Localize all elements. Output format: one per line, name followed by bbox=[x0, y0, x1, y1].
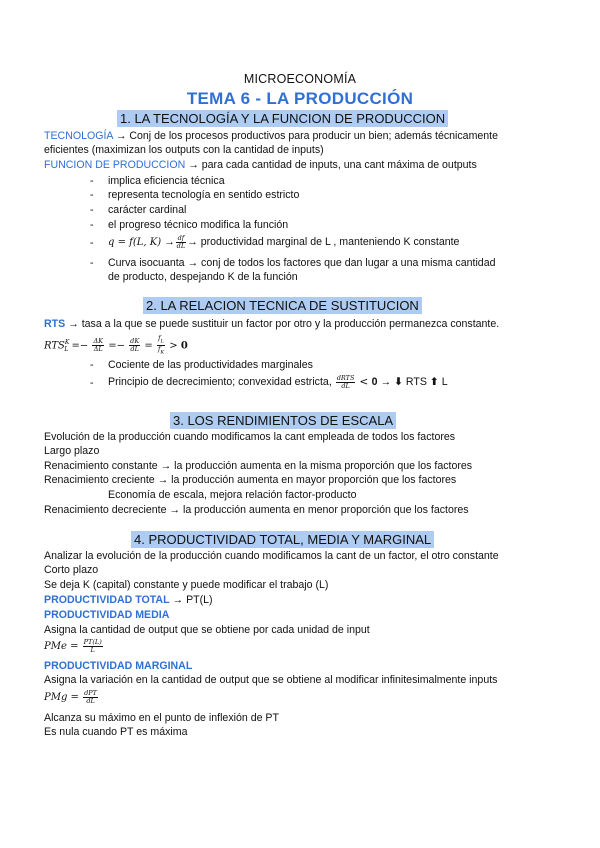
bullet-dash: - bbox=[90, 257, 94, 269]
productividad-total bbox=[44, 593, 213, 607]
tecnologia-definition bbox=[44, 129, 498, 143]
s4-line-3: Se deja K (capital) constante y puede modificar el trabajo (L) bbox=[44, 579, 329, 591]
list-item: representa tecnología en sentido estricto bbox=[108, 189, 300, 201]
bullet-dash: - bbox=[90, 204, 94, 216]
arrow-up-icon: ⬆ bbox=[429, 376, 439, 388]
marginal-productivity-text: productividad marginal de L , manteniendo K constante bbox=[200, 236, 460, 248]
arrow-down-icon: ⬇ bbox=[394, 376, 403, 388]
s3-line-5: Economía de escala, mejora relación factor-producto bbox=[108, 489, 357, 501]
rts-def: tasa a la que se puede sustituir un factor por otro y la producción permanezca constante. bbox=[81, 318, 500, 330]
productividad-media-term: PRODUCTIVIDAD MEDIA bbox=[44, 609, 170, 621]
isocuanta-text-1: Curva isocuanta → conj de todos los factores que dan lugar a una misma cantidad bbox=[108, 257, 496, 269]
s3-line-1: Evolución de la producción cuando modificamos la cant empleada de todos los factores bbox=[44, 431, 456, 443]
list-item: implica eficiencia técnica bbox=[108, 175, 225, 187]
arrow-icon: → bbox=[172, 594, 184, 606]
tecnologia-def-1: Conj de los procesos productivos para producir un bien; además técnicamente bbox=[129, 130, 499, 142]
productividad-marginal-term: PRODUCTIVIDAD MARGINAL bbox=[44, 660, 193, 672]
subject-title: MICROECONOMÍA bbox=[243, 72, 357, 86]
productividad-media-def: Asigna la cantidad de output que se obtiene por cada unidad de input bbox=[44, 624, 370, 636]
decreasing-principle: Principio de decrecimiento; convexidad estricta, $\frac{\text{dRTS}}{dL}$ < 0 → ⬇ RTS ⬆ L bbox=[108, 373, 448, 390]
arrow-icon: → bbox=[68, 318, 79, 330]
funcion-produccion-def: para cada cantidad de inputs, una cant máxima de outputs bbox=[201, 159, 477, 171]
rts-label: RTS bbox=[405, 376, 427, 388]
bullet-dash: - bbox=[90, 377, 94, 389]
rts-definition bbox=[44, 317, 499, 331]
tecnologia-term: TECNOLOGÍA bbox=[44, 130, 113, 142]
decreasing-principle-text: Principio de decrecimiento; convexidad estricta, bbox=[108, 376, 332, 388]
isocuanta-text-2: de producto, despejando K de la función bbox=[108, 271, 298, 283]
list-item: carácter cardinal bbox=[108, 204, 187, 216]
funcion-produccion-term: FUNCION DE PRODUCCION bbox=[44, 159, 186, 171]
section-3-heading: 3. LOS RENDIMIENTOS DE ESCALA bbox=[170, 412, 396, 429]
bullet-dash: - bbox=[90, 237, 94, 249]
marginal-productivity-formula: q = f(L, K) → $\frac{df}{dL}$ → productividad marginal de L , manteniendo K constante bbox=[108, 233, 460, 250]
bullet-dash: - bbox=[90, 189, 94, 201]
s4-line-5: Es nula cuando PT es máxima bbox=[44, 726, 188, 738]
s3-line-4: Renacimiento creciente → la producción aumenta en mayor proporción que los factores bbox=[44, 474, 457, 486]
s4-line-2: Corto plazo bbox=[44, 564, 99, 576]
s3-line-2: Largo plazo bbox=[44, 445, 100, 457]
arrow-icon: → bbox=[115, 130, 127, 142]
section-2-heading: 2. LA RELACION TECNICA DE SUSTITUCION bbox=[143, 297, 422, 314]
s4-line-1: Analizar la evolución de la producción cuando modificamos la cant de un factor, el otro constante bbox=[44, 550, 499, 562]
rts-term: RTS bbox=[44, 318, 66, 330]
list-item: el progreso técnico modifica la función bbox=[108, 219, 289, 231]
section-1-heading: 1. LA TECNOLOGÍA Y LA FUNCION DE PRODUCCION bbox=[117, 110, 448, 127]
bullet-dash: - bbox=[90, 359, 94, 371]
rts-formula: $RTS^K_L$ =− $\frac{\Delta K}{\Delta L}$ =− $\frac{dK}{dL}$ = $\frac{f_L}{f_K}$ > 0 bbox=[44, 334, 188, 356]
bullet-dash: - bbox=[90, 219, 94, 231]
list-item: Cociente de las productividades marginales bbox=[108, 359, 313, 371]
page-title: TEMA 6 - LA PRODUCCIÓN bbox=[186, 89, 414, 108]
productividad-total-term: PRODUCTIVIDAD TOTAL bbox=[44, 594, 170, 606]
pmg-formula: PMg = $\frac{\text{dPT}}{dL}$ bbox=[44, 689, 97, 705]
s3-line-6: Renacimiento decreciente → la producción aumenta en menor proporción que los factores bbox=[44, 504, 469, 516]
tecnologia-def-2: eficientes (maximizan los outputs con la cantidad de inputs) bbox=[44, 144, 324, 156]
productividad-total-value: PT(L) bbox=[186, 594, 213, 606]
section-4-heading: 4. PRODUCTIVIDAD TOTAL, MEDIA Y MARGINAL bbox=[131, 531, 434, 548]
bullet-dash: - bbox=[90, 175, 94, 187]
productividad-marginal-def: Asigna la variación en la cantidad de output que se obtiene al modificar infinitesimalmente inputs bbox=[44, 674, 498, 686]
s4-line-4: Alcanza su máximo en el punto de inflexión de PT bbox=[44, 712, 279, 724]
s3-line-3: Renacimiento constante → la producción aumenta en la misma proporción que los factores bbox=[44, 460, 473, 472]
l-label: L bbox=[441, 376, 448, 388]
funcion-produccion-definition bbox=[44, 158, 477, 172]
pme-formula: PMe = $\frac{PT(L)}{L}$ bbox=[44, 638, 102, 654]
arrow-icon: → bbox=[188, 159, 199, 171]
